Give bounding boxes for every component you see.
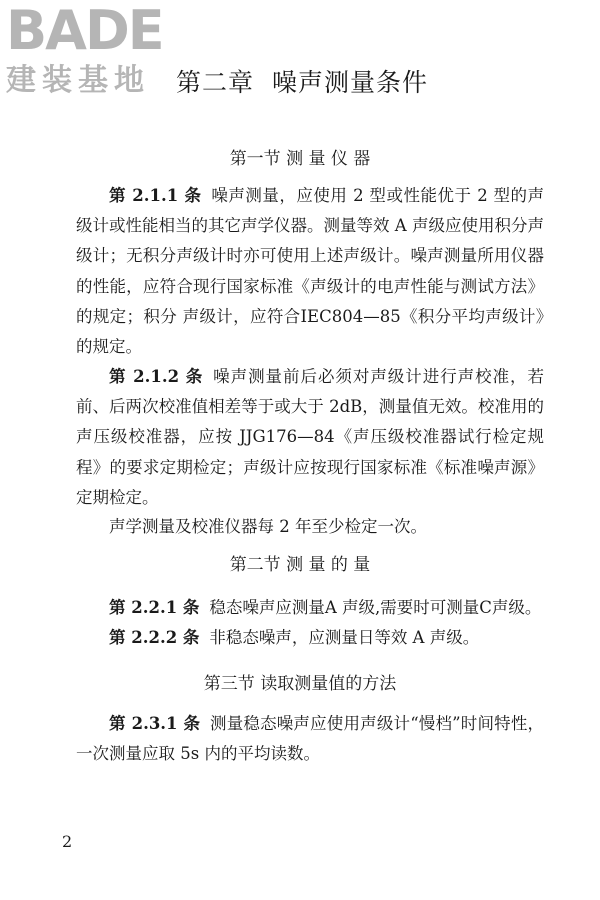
section-title-3: 第三节 读取测量值的方法 — [203, 674, 397, 694]
article-number: 第 2.1.1 条 — [109, 186, 202, 205]
article-2-1-1 — [76, 181, 544, 362]
section-title-2: 第二节 测 量 的 量 — [229, 555, 371, 575]
paragraph-text: 声学测量及校准仪器每 2 年至少检定一次。 — [109, 517, 427, 536]
article-2-1-2 — [76, 362, 544, 513]
article-text: 测量稳态噪声应使用声级计“慢档”时间特性，一次测量应取 5s 内的平均读数。 — [76, 714, 544, 764]
bade-logo — [6, 0, 176, 100]
chapter-number: 第二章 — [176, 68, 255, 97]
article-2-3-1 — [76, 709, 544, 769]
article-number: 第 2.1.2 条 — [109, 367, 204, 386]
article-text: 噪声测量前后必须对声级计进行声校准，若前、后两次校准值相差等于或大于 2dB，测量值无效。校准用的声压级校准器，应按 JJG176—84《声压级校准器试行检定规程》的要求定期检定；声级计应按现行国家标准《标准噪声源》定期检定。 — [76, 367, 545, 507]
page-number: 2 — [62, 832, 73, 851]
article-text: 噪声测量，应使用 2 型或性能优于 2 型的声级计或性能相当的其它声学仪器。测量等效 A 声级应使用积分声级计；无积分声级计时亦可使用上述声级计。噪声测量所用仪器的性能，应符合现行国家标准《声级计的电声性能与测试方法》的规定；积分 声级计，应符合IEC804—85《积分平均声级计》的规定。 — [76, 186, 545, 357]
chapter-title — [176, 66, 428, 100]
article-number: 第 2.3.1 条 — [109, 714, 201, 733]
article-2-2-1 — [76, 593, 544, 623]
logo-chinese-text: 建装基地 — [6, 63, 150, 98]
section-title-1: 第一节 测 量 仪 器 — [229, 149, 371, 169]
article-number: 第 2.2.1 条 — [109, 598, 200, 617]
article-number: 第 2.2.2 条 — [109, 628, 200, 647]
calibration-interval-paragraph — [76, 512, 544, 542]
logo-latin-text: BADE — [6, 0, 163, 62]
article-text: 非稳态噪声，应测量日等效 A 声级。 — [209, 628, 480, 647]
article-2-2-2 — [76, 623, 544, 653]
article-text: 稳态噪声应测量A 声级,需要时可测量C声级。 — [209, 598, 542, 617]
chapter-name: 噪声测量条件 — [272, 68, 429, 97]
